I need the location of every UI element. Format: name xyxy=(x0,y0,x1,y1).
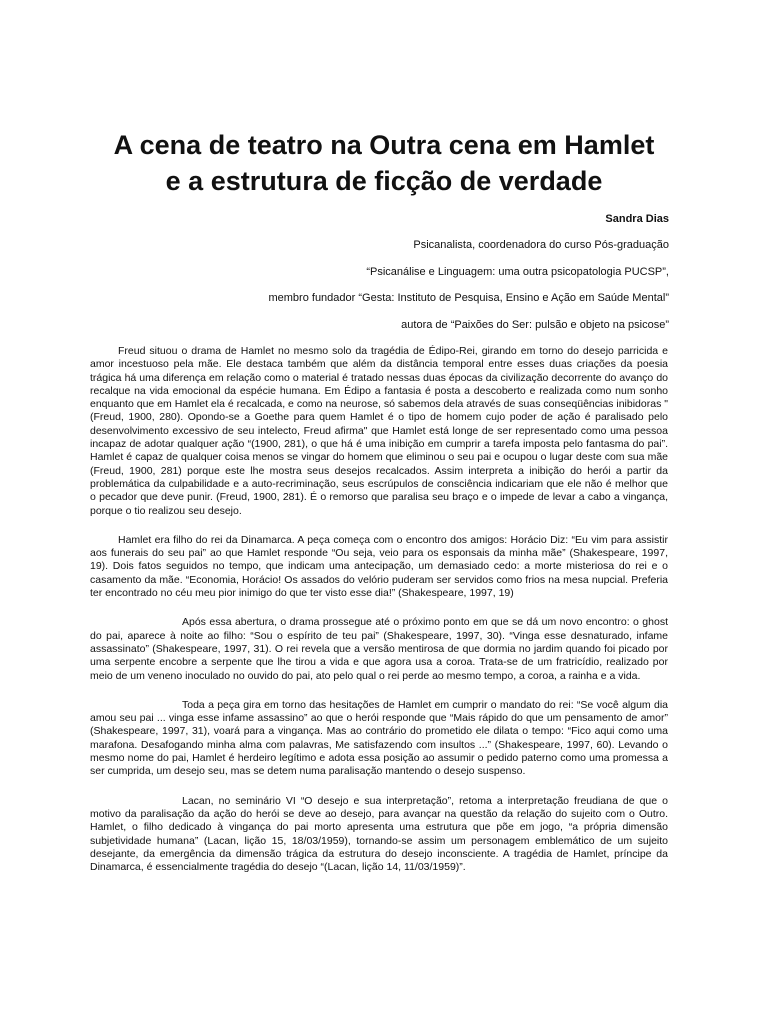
author-name: Sandra Dias xyxy=(605,213,669,225)
title-line-2: e a estrutura de ficção de verdade xyxy=(165,166,603,196)
paragraph-4: Toda a peça gira em torno das hesitações de Hamlet em cumprir o mandato do rei: “Se você algum dia amou seu pai ... vinga esse infame assassino” ao que o herói responde que “Mais rápido do que um pensamento de amor” (Shakespeare, 1997, 31), voará para a vingança. Mas ao contrário do prometido ele dilata o tempo: “Fico aqui como uma marafona. Desafogando minha alma com palavras, Me satisfazendo com insultos ...” (Shakespeare, 1997, 60). Levando o mesmo nome do pai, Hamlet é herdeiro legítimo e adota essa posição ao assumir o pedido paterno como uma promessa a ser cumprida, um desejo seu, mas se detem numa paralisação mantendo o desejo suspenso. xyxy=(90,698,668,778)
author-affiliation-3: membro fundador “Gesta: Instituto de Pesquisa, Ensino e Ação em Saúde Mental” xyxy=(268,292,669,304)
paragraph-3: Após essa abertura, o drama prossegue até o próximo ponto em que se dá um novo encontro: o ghost do pai, aparece à noite ao filho: “Sou o espírito de teu pai” (Shakespeare, 1997, 30). “Vinga esse desnaturado, infame assassinato” (Shakespeare, 1997, 31). O rei revela que a versão mentirosa de que dormia no jardim quando foi picado por uma serpente encobre a serpente que lhe tirou a vida e que agora usa a coroa. Trata-se de um fratricídio, realizado por meio de um veneno inoculado no ouvido do pai, ato pelo qual o rei perde ao mesmo tempo, a coroa, a rainha e a vida. xyxy=(90,616,668,682)
document-title xyxy=(40,127,728,199)
author-affiliation-2: “Psicanálise e Linguagem: uma outra psicopatologia PUCSP”, xyxy=(366,266,669,278)
author-affiliation-1: Psicanalista, coordenadora do curso Pós-graduação xyxy=(413,239,669,251)
paragraph-5: Lacan, no seminário VI “O desejo e sua interpretação”, retoma a interpretação freudiana de que o motivo da paralisação da ação do herói se deve ao desejo, para avançar na questão da relação do sujeito com o Outro. Hamlet, o filho dedicado à vingança do pai morto apresenta uma estrutura que põe em jogo, “a própria dimensão subjetividade humana” (Lacan, lição 15, 18/03/1959), tornando-se assim um personagem emblemático de um sujeito desejante, da emergência da dimensão trágica da estrutura do desejo inconsciente. A tragédia de Hamlet, príncipe da Dinamarca, é essencialmente tragédia do desejo “(Lacan, lição 14, 11/03/1959)”. xyxy=(90,794,668,874)
author-affiliation-4: autora de “Paixões do Ser: pulsão e objeto na psicose” xyxy=(401,319,669,331)
title-line-1: A cena de teatro na Outra cena em Hamlet xyxy=(113,130,655,160)
article-body xyxy=(90,345,668,890)
paragraph-1: Freud situou o drama de Hamlet no mesmo solo da tragédia de Édipo-Rei, girando em torno do desejo parricida e amor incestuoso pela mãe. Ele destaca também que além da distância temporal entre esses duas criações da poesia trágica há uma diferença em relação como o material é tratado nessas duas épocas da civilização decorrente do avanço do recalque na vida emocional da espécie humana. Em Édipo a fantasia é posta a descoberto e realizada como num sonho enquanto que em Hamlet ela é recalcada, e como na neurose, só sabemos dela através de suas conseqüências inibidoras "(Freud, 1900, 280). Opondo-se a Goethe para quem Hamlet é o tipo de homem cujo poder de ação é paralisado pelo desenvolvimento excessivo de seu intelecto, Freud afirma" que Hamlet está longe de ser representado como uma pessoa incapaz de adotar qualquer ação “(1900, 281), o que há é uma inibição em cumprir a tarefa imposta pelo fantasma do pai”. Hamlet é capaz de qualquer coisa menos se vingar do homem que eliminou o seu pai e ocupou o lugar deste com sua mãe (Freud, 1900, 281) porque este lhe mostra seus desejos recalcados. Assim interpreta a inibição do herói a partir da problemática da culpabilidade e a auto-recriminação, seus escrúpulos de consciência indicariam que ele não é melhor que o pecador que deve punir. (Freud, 1900, 281). É o remorso que paralisa seu braço e o impede de levar a cabo a vingança, porque o tio realizou seu desejo. xyxy=(90,345,668,517)
paragraph-2: Hamlet era filho do rei da Dinamarca. A peça começa com o encontro dos amigos: Horácio Diz: “Eu vim para assistir aos funerais do seu pai” ao que Hamlet responde “Ou seja, veio para os esponsais da minha mãe” (Shakespeare, 1997, 19). Dois fatos seguidos no tempo, que indicam uma antecipação, um demasiado cedo: a morte misteriosa do rei e o casamento da mãe. “Economia, Horácio! Os assados do velório puderam ser servidos como frios na mesa nupcial. Preferia ter encontrado no céu meu pior inimigo do que ter visto esse dia!” (Shakespeare, 1997, 19) xyxy=(90,533,668,600)
